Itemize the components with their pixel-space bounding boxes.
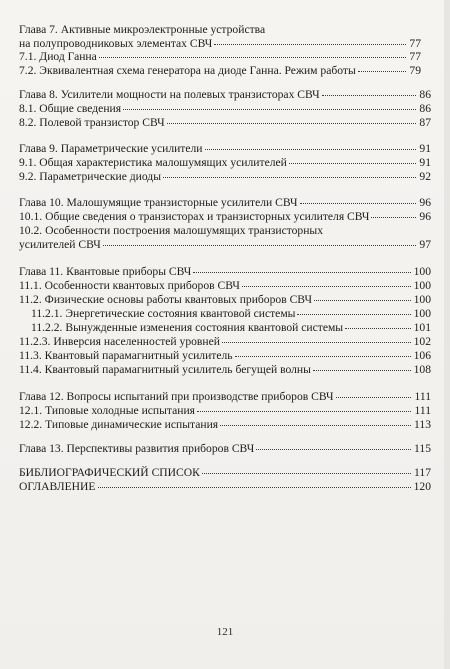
dot-leader: [297, 313, 410, 315]
toc-entry-page: 96: [419, 210, 431, 223]
toc-entry-title: Глава 13. Перспективы развития приборов СВЧ: [19, 442, 255, 455]
toc-entry-page: 86: [419, 88, 431, 101]
toc-entry-title: 8.1. Общие сведения: [19, 102, 122, 115]
toc-entry-page: 92: [419, 170, 431, 183]
toc-entry-page: 117: [414, 466, 431, 479]
toc-entry-page: 97: [419, 238, 431, 251]
toc-entry: [19, 442, 431, 455]
toc-entry-title: на полупроводниковых элементах СВЧ: [19, 37, 213, 50]
toc-entry: [19, 265, 431, 278]
dot-leader: [99, 56, 407, 58]
toc-entry: [19, 404, 431, 417]
toc-entry-title: 11.3. Квантовый парамагнитный усилитель: [19, 349, 233, 362]
toc-entry: [19, 116, 431, 129]
toc-entry-title: 12.2. Типовые динамические испытания: [19, 418, 219, 431]
toc-entry-title: Глава 7. Активные микроэлектронные устройства: [19, 23, 266, 36]
toc-entry-title: Глава 12. Вопросы испытаний при производстве приборов СВЧ: [19, 390, 334, 403]
toc-entry-title: 11.2.3. Инверсия населенностей уровней: [19, 335, 220, 348]
toc-entry-title: 11.2.1. Энергетические состояния квантовой системы: [31, 307, 296, 320]
toc-entry-page: 100: [413, 279, 431, 292]
toc-entry-title: Глава 9. Параметрические усилители: [19, 142, 203, 155]
dot-leader: [242, 285, 411, 287]
toc-entry: [19, 418, 431, 431]
toc-entry-page: 87: [419, 116, 431, 129]
toc-entry: [19, 50, 421, 63]
toc-entry: [19, 23, 421, 36]
dot-leader: [214, 43, 406, 45]
dot-leader: [163, 176, 416, 178]
toc-entry: [19, 170, 431, 183]
dot-leader: [322, 94, 417, 96]
toc-entry: [19, 196, 431, 209]
toc-entry-page: 106: [413, 349, 431, 362]
toc-entry-title: 11.4. Квантовый парамагнитный усилитель бегущей волны: [19, 363, 311, 376]
toc-entry: [19, 480, 431, 493]
toc-entry-title: 7.2. Эквивалентная схема генератора на диоде Ганна. Режим работы: [19, 64, 356, 77]
toc-entry-page: 120: [413, 480, 431, 493]
toc-entry-title: Глава 11. Квантовые приборы СВЧ: [19, 265, 192, 278]
toc-entry-page: 108: [413, 363, 431, 376]
dot-leader: [289, 162, 417, 164]
dot-leader: [167, 122, 417, 124]
toc-entry: [19, 224, 431, 237]
toc-entry-title: 11.2.2. Вынужденные изменения состояния квантовой системы: [31, 321, 344, 334]
toc-entry-title: 12.1. Типовые холодные испытания: [19, 404, 196, 417]
dot-leader: [98, 486, 411, 488]
toc-entry-page: 86: [419, 102, 431, 115]
toc-entry-page: 77: [409, 37, 421, 50]
toc-entry-page: 115: [414, 442, 431, 455]
dot-leader: [300, 202, 417, 204]
toc-entry-title: 10.2. Особенности построения малошумящих транзисторных: [19, 224, 324, 237]
toc-entry: [19, 142, 431, 155]
toc-entry: [19, 349, 431, 362]
dot-leader: [235, 355, 411, 357]
dot-leader: [313, 369, 411, 371]
toc-entry: [19, 210, 431, 223]
toc-entry-page: 111: [414, 390, 431, 403]
dot-leader: [336, 396, 412, 398]
toc-entry: [19, 64, 421, 77]
dot-leader: [123, 108, 416, 110]
toc-entry-title: 11.2. Физические основы работы квантовых приборов СВЧ: [19, 293, 312, 306]
toc-entry: [19, 102, 431, 115]
toc-entry-page: 96: [419, 196, 431, 209]
toc-entry-page: 91: [419, 142, 431, 155]
toc-entry-title: БИБЛИОГРАФИЧЕСКИЙ СПИСОК: [19, 466, 200, 479]
toc-entry: [19, 156, 431, 169]
toc-entry: [31, 307, 431, 320]
toc-entry-page: 111: [414, 404, 431, 417]
dot-leader: [103, 244, 417, 246]
toc-entry-title: 10.1. Общие сведения о транзисторах и транзисторных усилителя СВЧ: [19, 210, 370, 223]
toc-entry: [19, 88, 431, 101]
dot-leader: [314, 299, 411, 301]
toc-entry: [19, 37, 421, 50]
toc-entry-title: 8.2. Полевой транзистор СВЧ: [19, 116, 165, 129]
toc-entry-page: 102: [413, 335, 431, 348]
toc-entry-title: ОГЛАВЛЕНИЕ: [19, 480, 96, 493]
page-number: 121: [216, 626, 234, 638]
dot-leader: [222, 341, 411, 343]
toc-entry: [19, 390, 431, 403]
toc-entry: [19, 363, 431, 376]
toc-entry-page: 77: [409, 50, 421, 63]
toc-entry-title: усилителей СВЧ: [19, 238, 101, 251]
toc-entry-title: Глава 8. Усилители мощности на полевых транзисторах СВЧ: [19, 88, 320, 101]
dot-leader: [202, 472, 411, 474]
toc-entry-page: 101: [413, 321, 431, 334]
toc-entry-page: 91: [419, 156, 431, 169]
dot-leader: [197, 410, 411, 412]
toc-entry-page: 79: [409, 64, 421, 77]
toc-entry-title: Глава 10. Малошумящие транзисторные усилители СВЧ: [19, 196, 298, 209]
toc-entry-page: 100: [413, 293, 431, 306]
toc-entry-title: 9.2. Параметрические диоды: [19, 170, 161, 183]
dot-leader: [205, 148, 417, 150]
toc-entry: [19, 335, 431, 348]
toc-entry: [31, 321, 431, 334]
dot-leader: [345, 327, 411, 329]
toc-entry-page: 113: [414, 418, 431, 431]
toc-entry-title: 11.1. Особенности квантовых приборов СВЧ: [19, 279, 240, 292]
dot-leader: [256, 448, 411, 450]
dot-leader: [358, 70, 407, 72]
toc-entry-title: 7.1. Диод Ганна: [19, 50, 97, 63]
toc-entry: [19, 238, 431, 251]
dot-leader: [193, 271, 410, 273]
toc-entry-page: 100: [413, 265, 431, 278]
toc-entry: [19, 466, 431, 479]
dot-leader: [371, 216, 416, 218]
toc-entry: [19, 279, 431, 292]
toc-entry: [19, 293, 431, 306]
dot-leader: [220, 424, 411, 426]
toc-entry-title: 9.1. Общая характеристика малошумящих усилителей: [19, 156, 287, 169]
toc-entry-page: 100: [413, 307, 431, 320]
